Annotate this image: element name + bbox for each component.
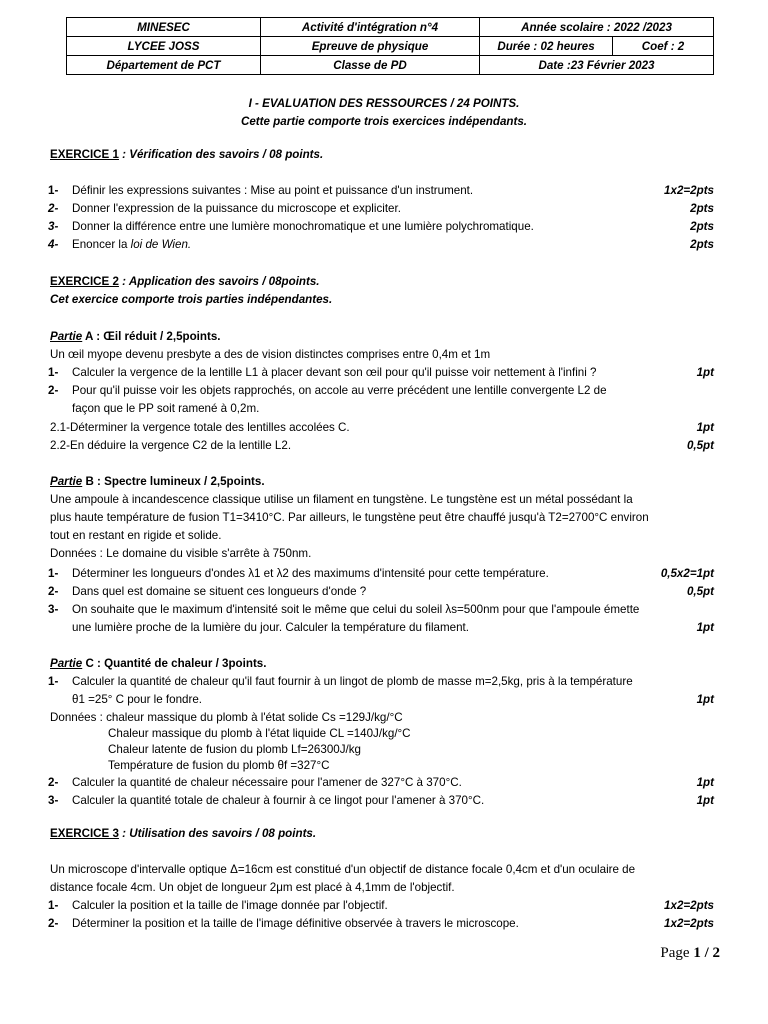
points: 1pt: [696, 776, 714, 789]
header-cell: Département de PCT: [67, 56, 261, 75]
item-number: 3-: [48, 603, 59, 616]
header-cell: Epreuve de physique: [261, 37, 480, 56]
points: 0,5pt: [686, 585, 714, 598]
points: 0,5pt: [686, 439, 714, 452]
header-cell: MINESEC: [67, 18, 261, 37]
question-text: Définir les expressions suivantes : Mise au point et puissance d'un instrument.: [72, 184, 474, 197]
points: 1pt: [696, 794, 714, 807]
donnees-line: Température de fusion du plomb θf =327°C: [108, 759, 330, 772]
exercise-1-heading: EXERCICE 1 : Vérification des savoirs / 08 points.: [50, 148, 324, 161]
header-cell: LYCEE JOSS: [67, 37, 261, 56]
points: 1pt: [696, 693, 714, 706]
item-number: 3-: [48, 220, 59, 233]
points: 1x2=2pts: [664, 917, 714, 930]
question-text: Pour qu'il puisse voir les objets rapprochés, on accole au verre précédent une lentille convergente L2 de: [72, 384, 607, 397]
question-text: Dans quel est domaine se situent ces longueurs d'onde ?: [72, 585, 367, 598]
part-b-heading: Partie B : Spectre lumineux / 2,5points.: [50, 475, 265, 488]
question-text: une lumière proche de la lumière du jour. Calculer la température du filament.: [72, 621, 469, 634]
item-number: 2-: [48, 384, 59, 397]
paragraph-line: Un microscope d'intervalle optique Δ=16cm est constitué d'un objectif de distance focale 0,4cm et d'un oculaire de: [50, 863, 636, 876]
question-text: On souhaite que le maximum d'intensité soit le même que celui du soleil λs=500nm pour que l'ampoule émette: [72, 603, 640, 616]
header-cell: Classe de PD: [261, 56, 480, 75]
exercise-3-heading: EXERCICE 3 : Utilisation des savoirs / 08 points.: [50, 827, 317, 840]
points: 2pts: [690, 238, 714, 251]
paragraph-line: Une ampoule à incandescence classique utilise un filament en tungstène. Le tungstène est un métal possédant la: [50, 493, 633, 506]
item-number: 1-: [48, 184, 59, 197]
points: 2pts: [690, 220, 714, 233]
donnees-line: Chaleur latente de fusion du plomb Lf=26300J/kg: [108, 743, 361, 756]
question-text: Calculer la vergence de la lentille L1 à placer devant son œil pour qu'il puisse voir nettement à l'infini ?: [72, 366, 597, 379]
item-number: 2-: [48, 585, 59, 598]
item-number: 2-: [48, 202, 59, 215]
points: 1x2=2pts: [664, 184, 714, 197]
question-text: Calculer la quantité de chaleur qu'il faut fournir à un lingot de plomb de masse m=2,5kg, pris à la température: [72, 675, 633, 688]
header-cell: Date :23 Février 2023: [480, 56, 714, 75]
question-text: Donner l'expression de la puissance du microscope et expliciter.: [72, 202, 401, 215]
points: 0,5x2=1pt: [660, 567, 714, 580]
header-cell: Année scolaire : 2022 /2023: [480, 18, 714, 37]
header-table: [66, 17, 714, 75]
question-text: façon que le PP soit ramené à 0,2m.: [72, 402, 260, 415]
points: 2pts: [690, 202, 714, 215]
question-text: Déterminer la position et la taille de l'image définitive observée à travers le microscope.: [72, 917, 519, 930]
points: 1x2=2pts: [664, 899, 714, 912]
header-cell: Activité d'intégration n°4: [261, 18, 480, 37]
paragraph-line: plus haute température de fusion T1=3410°C. Par ailleurs, le tungstène peut être chauffé jusqu'à T2=2700°C environ: [50, 511, 649, 524]
question-text: Déterminer les longueurs d'ondes λ1 et λ2 des maximums d'intensité pour cette température.: [72, 567, 549, 580]
donnees-line: Chaleur massique du plomb à l'état liquide CL =140J/kg/°C: [108, 727, 411, 740]
paragraph-line: tout en restant en rigide et solide.: [50, 529, 222, 542]
item-number: 1-: [48, 675, 59, 688]
header-cell: Durée : 02 heures: [480, 37, 613, 56]
points: 1pt: [696, 621, 714, 634]
section-title: I - EVALUATION DES RESSOURCES / 24 POINTS.: [248, 97, 520, 110]
question-text: 2.1-Déterminer la vergence totale des lentilles accolées C.: [50, 421, 350, 434]
question-text: Calculer la quantité totale de chaleur à fournir à ce lingot pour l'amener à 370°C.: [72, 794, 485, 807]
item-number: 2-: [48, 776, 59, 789]
question-text: 2.2-En déduire la vergence C2 de la lentille L2.: [50, 439, 292, 452]
exercise-2-heading: EXERCICE 2 : Application des savoirs / 08points.: [50, 275, 320, 288]
header-cell: Coef : 2: [613, 37, 714, 56]
paragraph-line: distance focale 4cm. Un objet de longueur 2μm est placé à 4,1mm de l'objectif.: [50, 881, 455, 894]
item-number: 1-: [48, 899, 59, 912]
section-subtitle: Cette partie comporte trois exercices indépendants.: [240, 115, 528, 128]
points: 1pt: [696, 366, 714, 379]
item-number: 3-: [48, 794, 59, 807]
donnees-line: Données : chaleur massique du plomb à l'état solide Cs =129J/kg/°C: [50, 711, 403, 724]
item-number: 4-: [48, 238, 59, 251]
points: 1pt: [696, 421, 714, 434]
part-c-heading: Partie C : Quantité de chaleur / 3points.: [50, 657, 267, 670]
question-text: Calculer la quantité de chaleur nécessaire pour l'amener de 327°C à 370°C.: [72, 776, 462, 789]
question-text: Donner la différence entre une lumière monochromatique et une lumière polychromatique.: [72, 220, 534, 233]
question-text: Enoncer la loi de Wien.: [72, 238, 192, 251]
part-a-heading: Partie A : Œil réduit / 2,5points.: [50, 330, 221, 343]
part-a-intro: Un œil myope devenu presbyte a des de vision distinctes comprises entre 0,4m et 1m: [50, 348, 491, 361]
question-text: Calculer la position et la taille de l'image donnée par l'objectif.: [72, 899, 388, 912]
exercise-2-subtitle: Cet exercice comporte trois parties indépendantes.: [50, 293, 333, 306]
item-number: 1-: [48, 366, 59, 379]
donnees-line: Données : Le domaine du visible s'arrête à 750nm.: [50, 547, 312, 560]
item-number: 1-: [48, 567, 59, 580]
page-number: Page 1 / 2: [660, 945, 720, 961]
question-text: θ1 =25° C pour le fondre.: [72, 693, 202, 706]
item-number: 2-: [48, 917, 59, 930]
